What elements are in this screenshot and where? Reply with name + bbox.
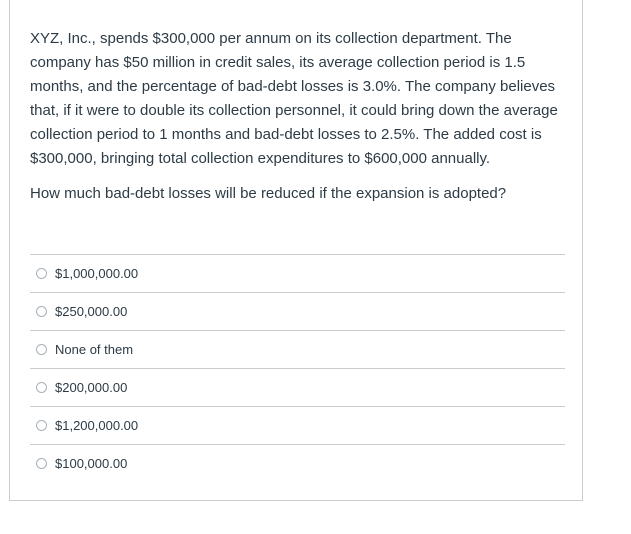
radio-button[interactable]: [36, 420, 47, 431]
answer-option[interactable]: [30, 254, 565, 292]
answer-option[interactable]: [30, 444, 565, 482]
answer-label: $100,000.00: [55, 456, 128, 471]
radio-button[interactable]: [36, 306, 47, 317]
answer-option[interactable]: [30, 406, 565, 444]
question-text: [30, 27, 570, 206]
answer-list: [30, 254, 565, 482]
radio-button[interactable]: [36, 268, 47, 279]
answer-option[interactable]: [30, 330, 565, 368]
question-card: [9, 0, 583, 501]
answer-label: $1,200,000.00: [55, 418, 139, 433]
answer-option[interactable]: [30, 292, 565, 330]
question-body: XYZ, Inc., spends $300,000 per annum on its collection department. The company has $50 million in credit sales, its average collection period is 1.5 months, and the percentage of bad-debt losses is 3.0%. The company believes that, if it were to double its collection personnel, it could bring down the average collection period to 1 months and bad-debt losses to 2.5%. The added cost is $300,000, bringing total collection expenditures to $600,000 annually.: [30, 30, 558, 167]
question-prompt: How much bad-debt losses will be reduced if the expansion is adopted?: [30, 185, 507, 202]
radio-button[interactable]: [36, 344, 47, 355]
answer-option[interactable]: [30, 368, 565, 406]
answer-label: $250,000.00: [55, 304, 128, 319]
answer-label: None of them: [55, 342, 134, 357]
radio-button[interactable]: [36, 382, 47, 393]
radio-button[interactable]: [36, 458, 47, 469]
answer-label: $1,000,000.00: [55, 266, 139, 281]
answer-label: $200,000.00: [55, 380, 128, 395]
